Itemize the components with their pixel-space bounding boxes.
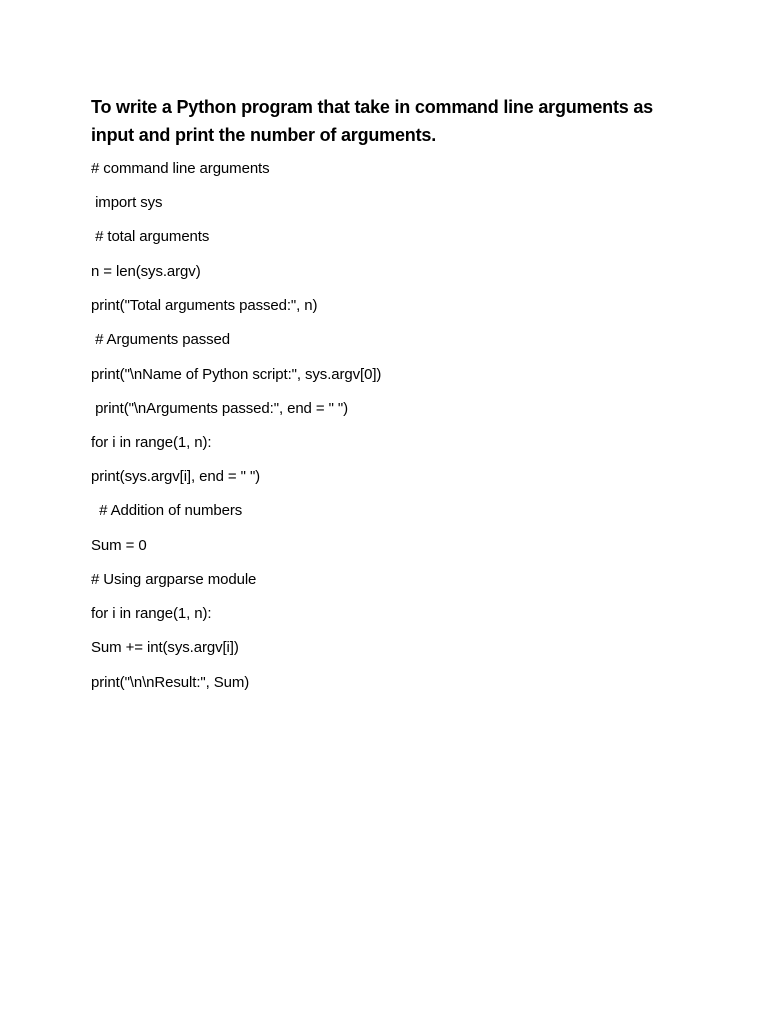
code-line-16: print("\n\nResult:", Sum) xyxy=(91,674,250,691)
code-line-1: # command line arguments xyxy=(91,160,270,177)
code-line-3: # total arguments xyxy=(91,228,210,245)
code-line-12: Sum = 0 xyxy=(91,537,147,554)
code-line-5: print("Total arguments passed:", n) xyxy=(91,297,318,314)
code-line-11: # Addition of numbers xyxy=(91,502,243,519)
code-line-9: for i in range(1, n): xyxy=(91,434,212,451)
code-line-6: # Arguments passed xyxy=(91,331,231,348)
code-line-2: import sys xyxy=(91,194,163,211)
code-line-13: # Using argparse module xyxy=(91,571,257,588)
document-title: To write a Python program that take in command line arguments as input and print the number of arguments. xyxy=(91,97,653,145)
code-line-14: for i in range(1, n): xyxy=(91,605,212,622)
code-line-15: Sum += int(sys.argv[i]) xyxy=(91,639,239,656)
code-line-7: print("\nName of Python script:", sys.argv[0]) xyxy=(91,366,382,383)
code-line-8: print("\nArguments passed:", end = " ") xyxy=(91,400,349,417)
code-line-10: print(sys.argv[i], end = " ") xyxy=(91,468,261,485)
code-line-4: n = len(sys.argv) xyxy=(91,263,201,280)
